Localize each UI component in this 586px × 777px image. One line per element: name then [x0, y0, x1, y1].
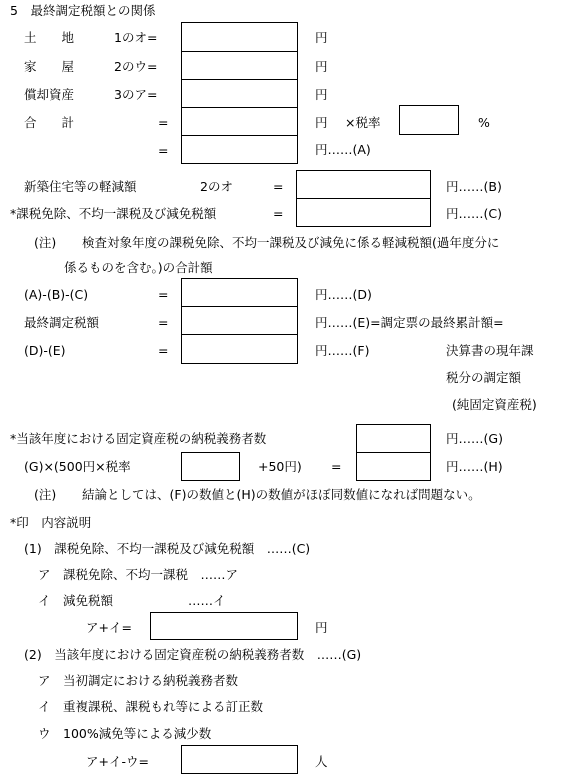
sec2-sum-label: ア+イ-ウ=	[86, 754, 149, 769]
de-label: (D)-(E)	[24, 343, 66, 358]
sec1-head: (1) 課税免除、不均一課税及び減免税額 ……(C)	[24, 541, 311, 556]
note1-mark: (注)	[34, 235, 57, 250]
total-label: 合 計	[24, 115, 75, 130]
amount-f-unit: 円……(F)	[315, 343, 370, 358]
content-heading: *印 内容説明	[10, 515, 92, 530]
sec1-item-i: イ 減免税額 ……イ	[38, 593, 226, 608]
amount-e-box[interactable]	[181, 306, 298, 336]
amount-h-box[interactable]	[356, 452, 431, 481]
note2-text: 結論としては、(F)の数値と(H)の数値がほぼ同数値になれば問題ない。	[82, 487, 481, 502]
formula-part2: +50円)	[258, 459, 302, 474]
total-value-box[interactable]	[181, 107, 298, 137]
amount-d-unit: 円……(D)	[315, 287, 372, 302]
depreciable-label: 償却資産	[24, 87, 75, 102]
sec2-sum-box[interactable]	[181, 745, 298, 774]
note2-mark: (注)	[34, 487, 57, 502]
amount-a-unit: 円……(A)	[315, 142, 371, 157]
percent-sign: %	[478, 115, 490, 130]
sec1-item-a: ア 課税免除、不均一課税 ……ア	[38, 567, 239, 582]
abc-eq: =	[158, 287, 169, 302]
side-note-2: 税分の調定額	[446, 370, 522, 385]
formula-rate-box[interactable]	[181, 452, 240, 481]
sec2-item-i: イ 重複課税、課税もれ等による訂正数	[38, 699, 264, 714]
depreciable-value-box[interactable]	[181, 79, 298, 109]
exemption-label: *課税免除、不均一課税及び減免税額	[10, 206, 217, 221]
amount-a-box[interactable]	[181, 135, 298, 164]
land-unit: 円	[315, 30, 328, 45]
amount-b-unit: 円……(B)	[446, 179, 502, 194]
tax-rate-box[interactable]	[399, 105, 459, 135]
newbuild-ref: 2のオ	[200, 179, 233, 194]
final-tax-eq: =	[158, 315, 169, 330]
note1-line1: 検査対象年度の課税免除、不均一課税及び減免に係る軽減税額(過年度分に	[82, 235, 500, 250]
house-ref: 2のウ=	[114, 59, 158, 74]
side-note-1: 決算書の現年課	[446, 343, 534, 358]
final-tax-label: 最終調定税額	[24, 315, 100, 330]
amount-f-box[interactable]	[181, 334, 298, 364]
house-label: 家 屋	[24, 59, 75, 74]
amount-c-unit: 円……(C)	[446, 206, 502, 221]
amount-c-box[interactable]	[296, 198, 431, 227]
after-rate-eq: =	[158, 143, 169, 158]
land-label: 土 地	[24, 30, 75, 45]
amount-h-unit: 円……(H)	[446, 459, 503, 474]
amount-b-box[interactable]	[296, 170, 431, 200]
house-unit: 円	[315, 59, 328, 74]
amount-e-unit: 円……(E)=調定票の最終累計額=	[315, 315, 504, 330]
exemption-eq: =	[273, 206, 284, 221]
section-title: 5 最終調定税額との関係	[10, 3, 156, 18]
sec1-sum-label: ア+イ=	[86, 620, 132, 635]
sec2-item-u: ウ 100%減免等による減少数	[38, 726, 212, 741]
formula-part1: (G)×(500円×税率	[24, 459, 131, 474]
side-note-3: (純固定資産税)	[452, 397, 537, 412]
de-eq: =	[158, 343, 169, 358]
sec1-sum-box[interactable]	[150, 612, 298, 640]
amount-g-unit: 円……(G)	[446, 431, 503, 446]
formula-eq: =	[331, 459, 342, 474]
land-ref: 1のオ=	[114, 30, 158, 45]
amount-d-box[interactable]	[181, 278, 298, 308]
taxpayers-label: *当該年度における固定資産税の納税義務者数	[10, 431, 267, 446]
sec1-sum-unit: 円	[315, 620, 328, 635]
tax-rate-label: ×税率	[345, 115, 381, 130]
total-eq: =	[158, 115, 169, 130]
sec2-item-a: ア 当初調定における納税義務者数	[38, 673, 239, 688]
amount-g-box[interactable]	[356, 424, 431, 454]
house-value-box[interactable]	[181, 51, 298, 81]
total-unit: 円	[315, 115, 328, 130]
newbuild-label: 新築住宅等の軽減額	[24, 179, 137, 194]
abc-label: (A)-(B)-(C)	[24, 287, 89, 302]
depreciable-unit: 円	[315, 87, 328, 102]
depreciable-ref: 3のア=	[114, 87, 158, 102]
sec2-sum-unit: 人	[315, 754, 328, 769]
newbuild-eq: =	[273, 179, 284, 194]
sec2-head: (2) 当該年度における固定資産税の納税義務者数 ……(G)	[24, 647, 362, 662]
note1-line2: 係るものを含む。)の合計額	[64, 260, 213, 275]
land-value-box[interactable]	[181, 22, 298, 53]
